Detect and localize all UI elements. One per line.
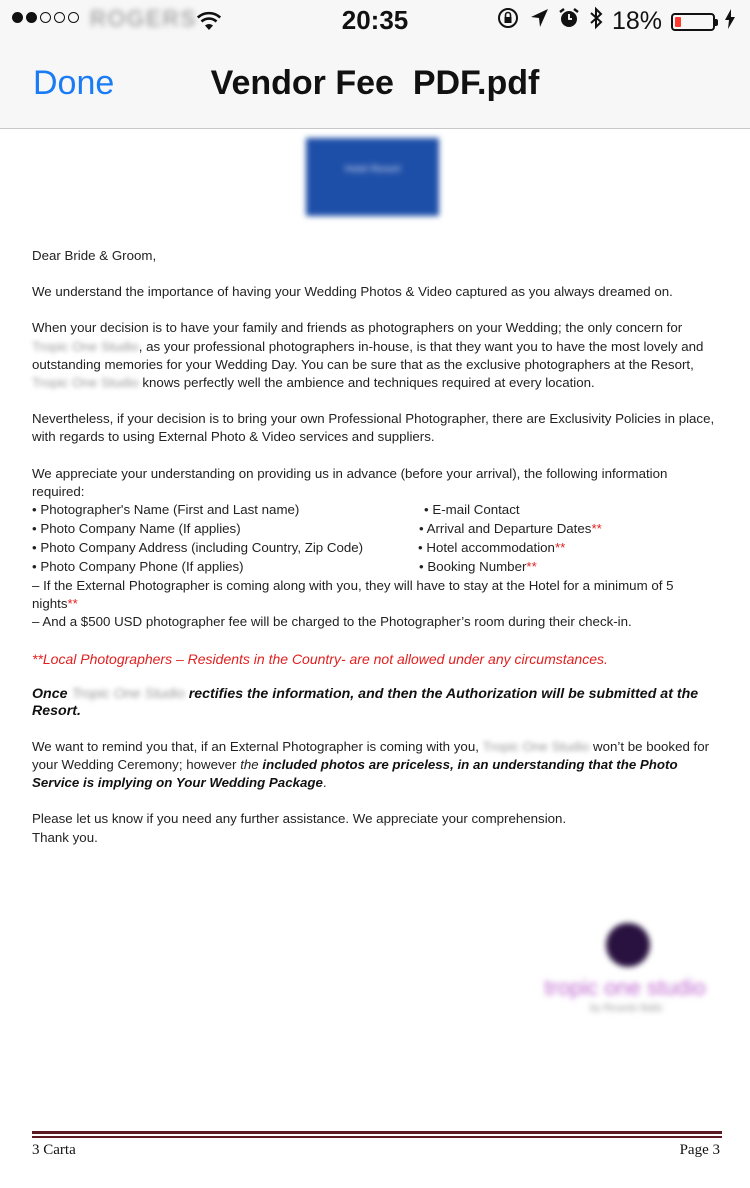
navigation-bar: [0, 40, 750, 129]
page-number: Page 3: [679, 1142, 720, 1158]
condition-fee: – And a $500 USD photographer fee will be charged to the Photographer’s room during their check-in.: [32, 614, 632, 630]
list-item: • Photographer's Name (First and Last name): [32, 502, 300, 518]
letter-body: [32, 247, 722, 847]
list-item: • Arrival and Departure Dates**: [419, 521, 602, 537]
paragraph-1: We understand the importance of having your Wedding Photos & Video captured as you always dreamed on.: [32, 284, 673, 300]
studio-name-redacted: Tropic One Studio: [32, 375, 139, 391]
clock: 20:35: [341, 5, 409, 35]
location-icon: [529, 7, 549, 36]
paragraph-3: Nevertheless, if your decision is to bring your own Professional Photographer, there are Exclusivity Policies in place, with regards to using External Photo & Video services and suppliers.: [32, 411, 715, 445]
studio-name-redacted: Tropic One Studio: [32, 338, 139, 354]
done-button[interactable]: Done: [33, 64, 115, 102]
paragraph-5: We want to remind you that, if an External Photographer is coming with you, Tropic One Studio won’t be booked for your Wedding Ceremony; however the included photos are priceless, in an understanding that the Photo Service is implying on Your Wedding Package.: [32, 738, 710, 791]
paragraph-4: We appreciate your understanding on providing us in advance (before your arrival), the following information required:: [32, 465, 668, 499]
studio-name-redacted: Tropic One Studio: [482, 738, 590, 754]
footer-divider: [32, 1136, 722, 1138]
required-info-list: [32, 501, 722, 577]
closing-line: Please let us know if you need any further assistance. We appreciate your comprehension.: [32, 811, 567, 827]
local-photographers-warning: **Local Photographers – Residents in the Country- are not allowed under any circumstances.: [32, 650, 608, 667]
condition-nights: – If the External Photographer is coming along with you, they will have to stay at the Hotel for a minimum of 5 nights**: [32, 578, 674, 612]
battery-percent: 18%: [611, 7, 662, 35]
list-item: • E-mail Contact: [424, 502, 520, 518]
list-item: • Photo Company Address (including Country, Zip Code): [32, 540, 364, 556]
thank-you: Thank you.: [32, 829, 98, 845]
list-item: • Photo Company Name (If applies): [32, 521, 241, 537]
footer-divider: [32, 1131, 722, 1134]
list-item: • Hotel accommodation**: [418, 540, 566, 556]
alarm-icon: [558, 7, 580, 36]
hotel-logo: Hotel Resort: [306, 138, 439, 216]
orientation-lock-icon: [496, 6, 520, 37]
studio-logo: tropic one studio by Ricardo Baltz: [530, 919, 720, 1019]
carrier-name: ROGERS: [90, 6, 198, 31]
studio-name-redacted: Tropic One Studio: [71, 685, 185, 702]
status-bar: [0, 0, 750, 40]
battery-icon: [671, 13, 715, 31]
footer-section-label: 3 Carta: [32, 1142, 76, 1158]
document-title: Vendor Fee PDF.pdf: [210, 64, 540, 102]
list-item: • Photo Company Phone (If applies): [32, 559, 244, 575]
pdf-page[interactable]: [0, 129, 750, 1188]
bluetooth-icon: [589, 6, 603, 37]
paragraph-2: When your decision is to have your family and friends as photographers on your Wedding; the only concern for Tropic One Studio, as your professional photographers in-house, is that they want you to have the most lovely and outstanding memories for your Wedding Day. You can be sure that as the exclusive photographers at the Resort, Tropic One Studio knows perfectly well the ambience and techniques required at every location.: [32, 319, 722, 392]
greeting: Dear Bride & Groom,: [32, 248, 157, 263]
charging-icon: [724, 7, 736, 36]
authorization-note: Once Tropic One Studio rectifies the information, and then the Authorization will be submitted at the Resort.: [32, 685, 699, 719]
list-item: • Booking Number**: [419, 559, 537, 575]
